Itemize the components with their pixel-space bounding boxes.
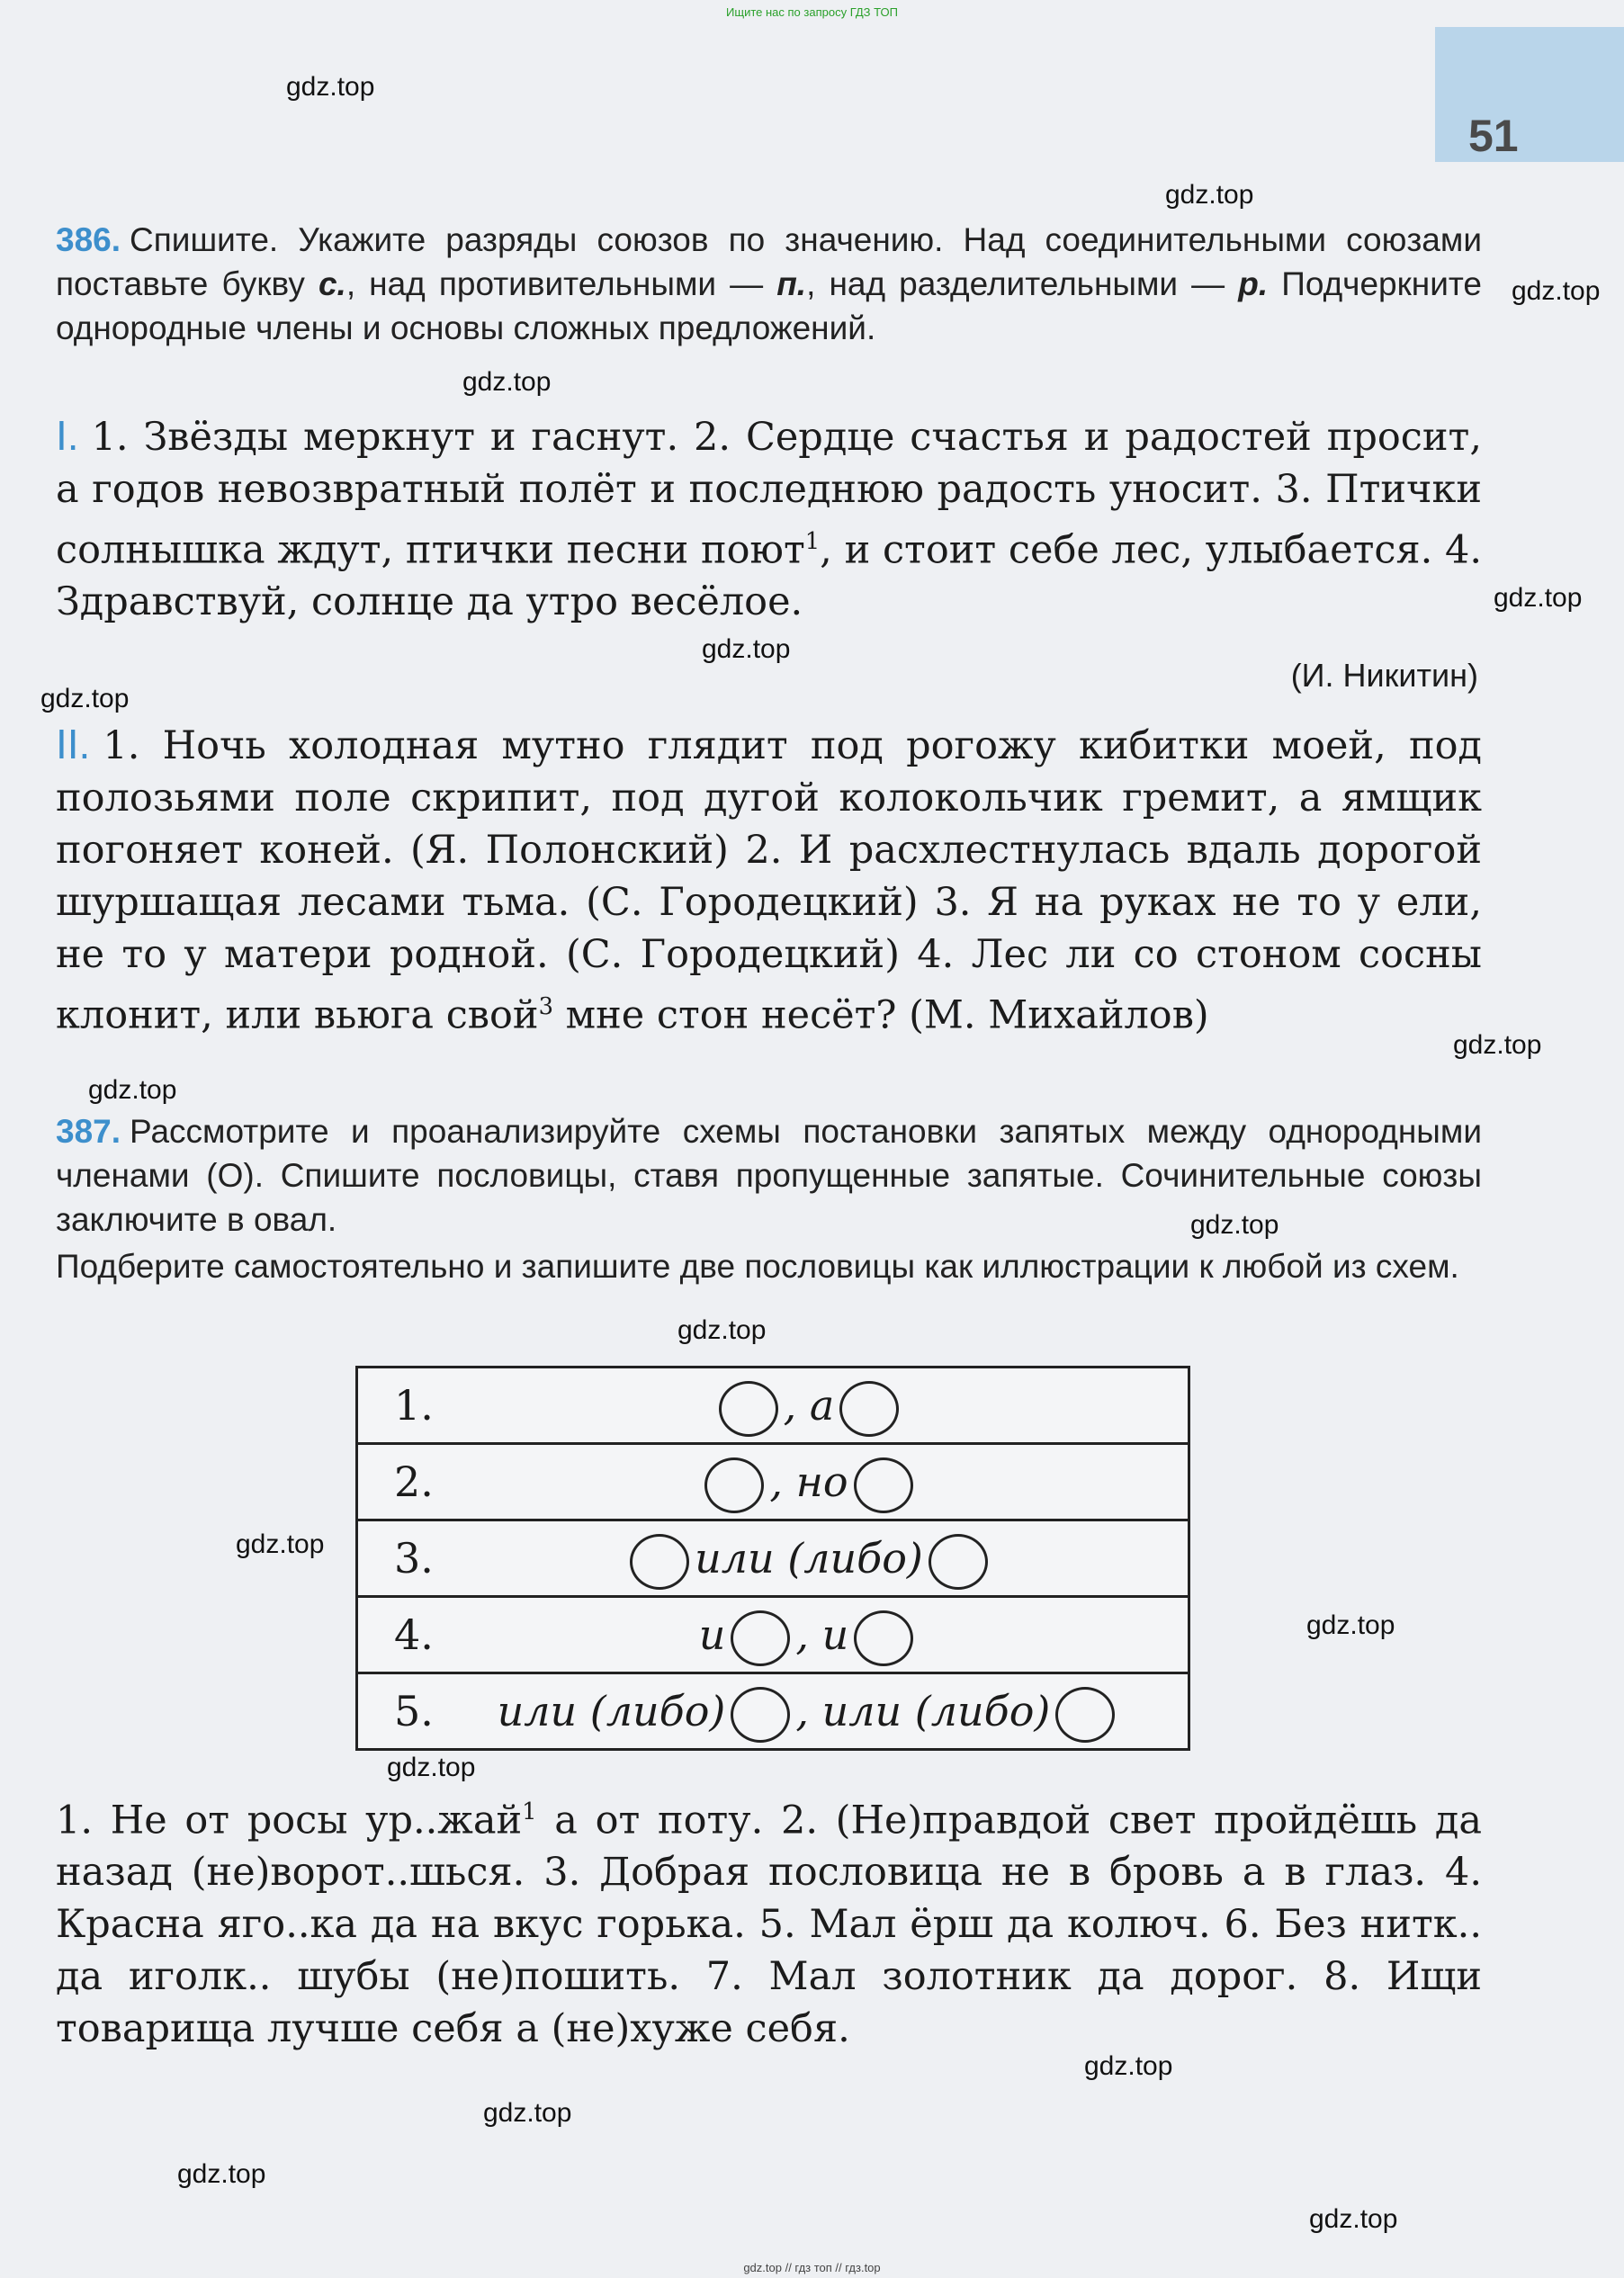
scheme-row: 1. , а: [358, 1368, 1188, 1445]
watermark: gdz.top: [236, 1529, 325, 1559]
watermark: gdz.top: [177, 2159, 266, 2189]
task-387-extra: Подберите самостоятельно и запишите две пословицы как иллюстрации к любой из схем.: [56, 1248, 1459, 1285]
bottom-banner: gdz.top // гдз топ // гдз.top: [743, 2261, 881, 2274]
oval-icon: [1055, 1687, 1115, 1743]
watermark: gdz.top: [677, 1315, 767, 1345]
oval-icon: [630, 1534, 689, 1590]
task-number: 386.: [56, 221, 121, 258]
watermark: gdz.top: [1306, 1610, 1395, 1640]
oval-icon: [731, 1687, 790, 1743]
task-386-instructions: 386. Спишите. Укажите разряды союзов по значению. Над соединительными союзами поставьте букву с., над противительными — п., над разделительными — р. Подчеркните однородные члены и основы сложных предложений.: [56, 221, 1483, 346]
scheme-table: [355, 1366, 1190, 1751]
watermark: gdz.top: [387, 1753, 476, 1782]
watermark: gdz.top: [1309, 2204, 1398, 2234]
task-387-instructions: 387. Рассмотрите и проанализируйте схемы постановки запятых между однородными членами (О). Спишите пословицы, ставя пропущенные запятые. Сочинительные союзы заключите в овал.: [56, 1113, 1482, 1238]
watermark: gdz.top: [702, 634, 791, 664]
source-attribution: (И. Никитин): [1290, 657, 1478, 694]
oval-icon: [731, 1610, 790, 1666]
corner-tab: [1435, 27, 1624, 162]
page-number: 51: [1468, 111, 1519, 161]
scheme-row: 4. и , и: [358, 1598, 1188, 1674]
watermark: gdz.top: [1084, 2051, 1173, 2081]
top-banner: Ищите нас по запросу ГДЗ ТОП: [726, 5, 898, 19]
oval-icon: [839, 1381, 899, 1437]
scheme-row: 3. или (либо): [358, 1521, 1188, 1598]
scheme-row: 2. , но: [358, 1445, 1188, 1521]
watermark: gdz.top: [40, 684, 130, 713]
watermark: gdz.top: [286, 72, 375, 102]
scheme-row: 5. или (либо) , или (либо): [358, 1674, 1188, 1748]
task-number: 387.: [56, 1113, 121, 1150]
part-label: I.: [56, 412, 79, 459]
oval-icon: [704, 1457, 764, 1513]
watermark: gdz.top: [1453, 1030, 1542, 1060]
watermark: gdz.top: [1190, 1210, 1279, 1240]
part-label: II.: [56, 721, 91, 767]
watermark: gdz.top: [1512, 276, 1601, 306]
oval-icon: [854, 1457, 913, 1513]
watermark: gdz.top: [483, 2098, 572, 2128]
watermark: gdz.top: [1165, 180, 1254, 210]
proverbs-text: 1. Не от росы ур..жай$^1$ а от поту. 2. (Не)правдой свет пройдёшь да назад (не)ворот..шься. 3. Добрая пословица не в бровь а в глаз. 4. Красна яго..ка да на вкус горька. 5. Мал ёрш да колюч. 6. Без нитк.. да иголк.. шубы (не)пошить. 7. Мал золотник да дорог. 8. Ищи товарища лучше себя а (не)хуже себя.: [56, 1798, 1482, 2052]
oval-icon: [854, 1610, 913, 1666]
oval-icon: [929, 1534, 988, 1590]
part-1-text: I. 1. Звёзды меркнут и гаснут. 2. Сердце счастья и радостей просит, а годов невозвратный полёт и последнюю радость уносит. 3. Птички солнышка ждут, птички песни поют$^1$, и стоит себе лес, улыбается. 4. Здравствуй, солнце да утро весёлое.: [56, 412, 1482, 625]
oval-icon: [719, 1381, 778, 1437]
part-2-text: II. 1. Ночь холодная мутно глядит под рогожу кибитки моей, под полозьями поле скрипит, под дугой колокольчик гремит, а ямщик погоняет коней. (Я. Полонский) 2. И расхлестнулась вдаль дорогой шуршащая лесами тьма. (С. Городецкий) 3. Я на руках не то у ели, не то у матери родной. (С. Городецкий) 4. Лес ли со стоном сосны клонит, или вьюга свой$^3$ мне стон несёт? (М. Михайлов): [56, 721, 1482, 1038]
watermark: gdz.top: [88, 1075, 177, 1105]
watermark: gdz.top: [462, 367, 552, 397]
watermark: gdz.top: [1494, 583, 1583, 613]
